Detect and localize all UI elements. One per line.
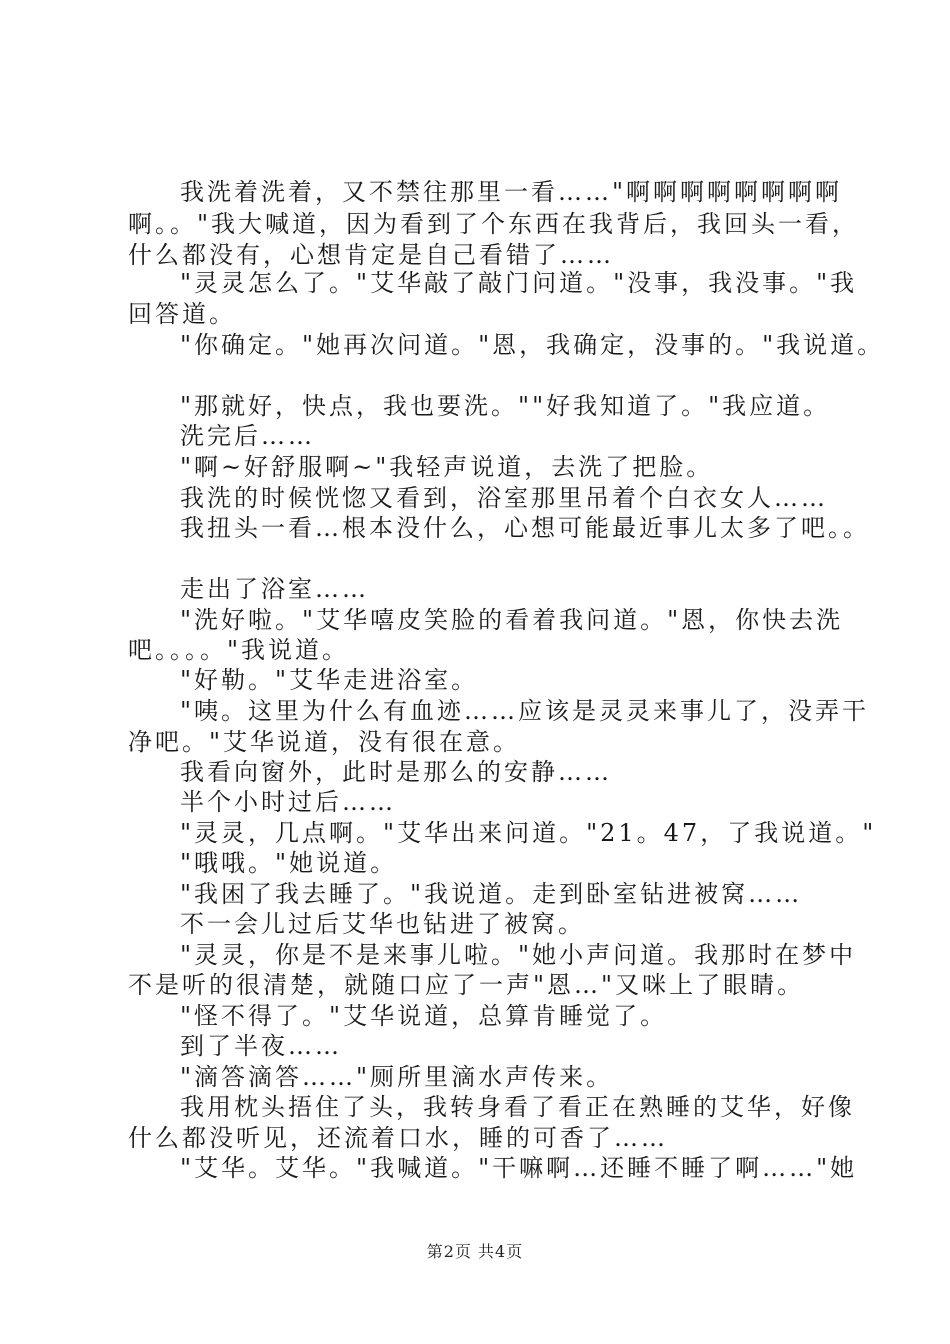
text-line: "哦哦。"她说道。 — [180, 849, 398, 877]
text-line: 我看向窗外，此时是那么的安静…… — [180, 758, 612, 786]
text-line: "啊~好舒服啊~"我轻声说道，去洗了把脸。 — [180, 453, 714, 481]
text-line: 我洗的时候恍惚又看到，浴室那里吊着个白衣女人…… — [180, 484, 828, 512]
text-line: 吧。。。。"我说道。 — [128, 636, 350, 664]
text-line: "灵灵，你是不是来事儿啦。"她小声问道。我那时在梦中 — [180, 941, 857, 969]
text-line: 啊。。"我大喊道，因为看到了个东西在我背后，我回头一看， — [128, 210, 860, 238]
text-line: 不一会儿过后艾华也钻进了被窝。 — [180, 910, 585, 938]
text-line: 我扭头一看…根本没什么，心想可能最近事儿太多了吧。。 — [180, 514, 870, 542]
text-line: 洗完后…… — [180, 422, 315, 450]
text-line: 我洗着洗着，又不禁往那里一看……"啊啊啊啊啊啊啊啊 — [180, 178, 843, 206]
text-line: "咦。这里为什么有血迹……应该是灵灵来事儿了，没弄干 — [180, 697, 870, 725]
text-line: "那就好，快点，我也要洗。""好我知道了。"我应道。 — [180, 392, 831, 420]
page-number-footer: 第2页 共4页 — [426, 1242, 524, 1261]
text-line: 半个小时过后…… — [180, 788, 396, 816]
text-line: "灵灵，几点啊。"艾华出来问道。"21。47，了我说道。" — [180, 819, 877, 847]
text-line: "好勒。"艾华走进浴室。 — [180, 666, 479, 694]
text-line: "滴答滴答……"厕所里滴水声传来。 — [180, 1063, 614, 1091]
text-line: 不是听的很清楚，就随口应了一声"恩…"又咪上了眼睛。 — [128, 971, 805, 999]
text-line: "灵灵怎么了。"艾华敲了敲门问道。"没事，我没事。"我 — [180, 269, 858, 297]
text-line: 什么都没有，心想肯定是自己看错了…… — [128, 241, 614, 269]
text-line: 走出了浴室…… — [180, 575, 369, 603]
text-line: 我用枕头捂住了头，我转身看了看正在熟睡的艾华，好像 — [180, 1093, 855, 1121]
text-line: 回答道。 — [128, 300, 236, 328]
text-line: 到了半夜…… — [180, 1032, 342, 1060]
text-line: "你确定。"她再次问道。"恩，我确定，没事的。"我说道。 — [180, 331, 885, 359]
text-line: "艾华。艾华。"我喊道。"干嘛啊…还睡不睡了啊……"她 — [180, 1154, 858, 1182]
text-line: 什么都没听见，还流着口水，睡的可香了…… — [128, 1124, 668, 1152]
text-line: "怪不得了。"艾华说道，总算肯睡觉了。 — [180, 1002, 668, 1030]
text-line: "洗好啦。"艾华嘻皮笑脸的看着我问道。"恩，你快去洗 — [180, 606, 844, 634]
text-line: "我困了我去睡了。"我说道。走到卧室钻进被窝…… — [180, 880, 803, 908]
text-line: 净吧。"艾华说道，没有很在意。 — [128, 728, 521, 756]
